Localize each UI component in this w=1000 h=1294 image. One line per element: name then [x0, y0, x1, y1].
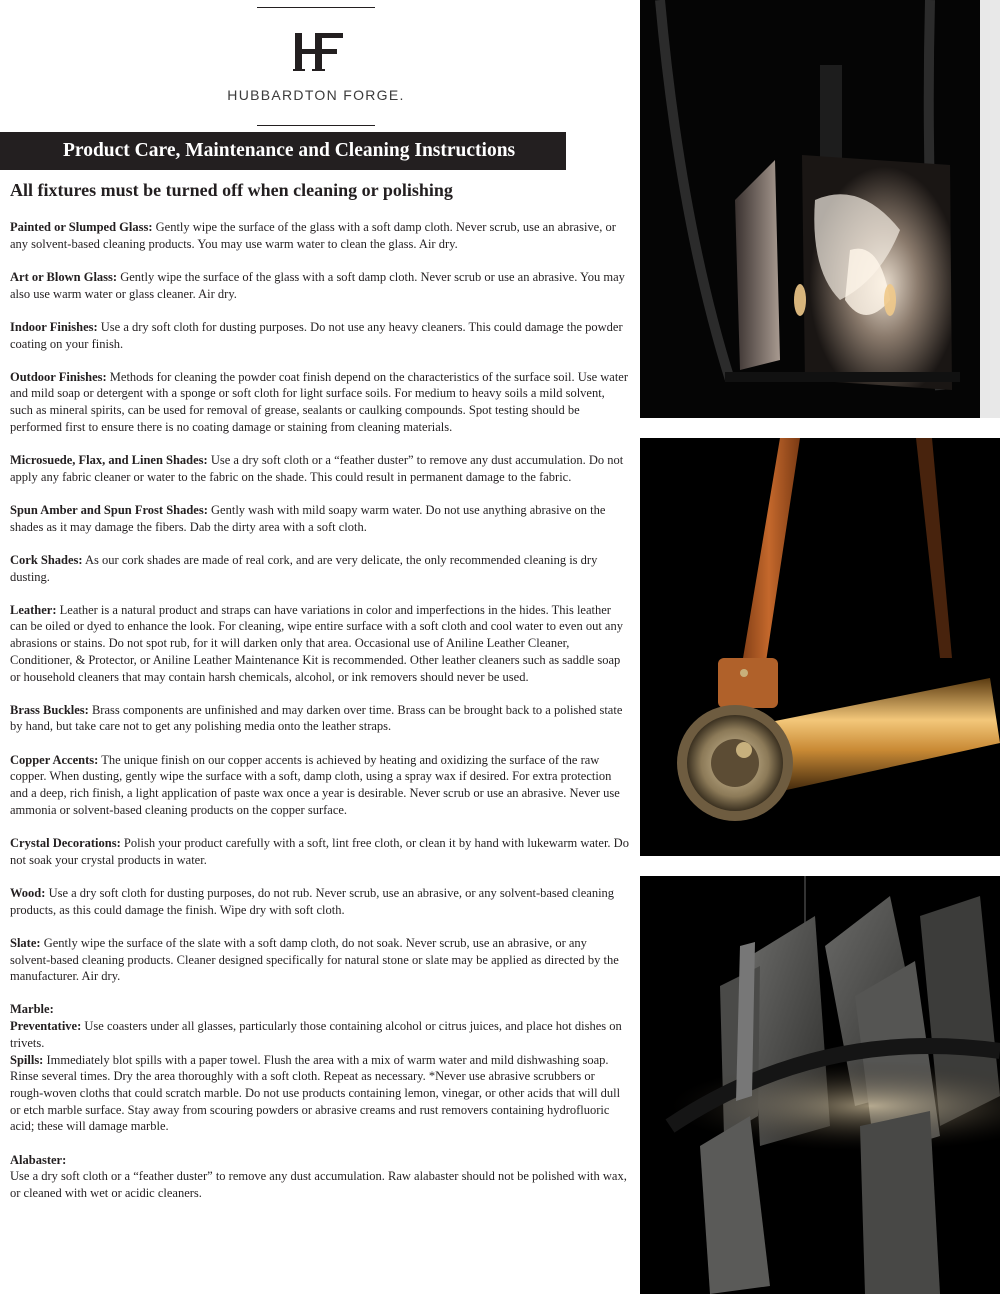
- section-text: The unique finish on our copper accents is achieved by heating and oxidizing the surface of the raw copper. When dusting, gently wipe the surface with a soft, damp cloth, using a spray wax if desired. For extra protection and a deep, rich finish, a light application of paste wax once a year is desirable. Never scrub or use an abrasive. Never use ammonia or solvent-based cleaning products on the copper surface.: [10, 752, 620, 817]
- section-leather: [10, 602, 630, 686]
- section-heading: Painted or Slumped Glass:: [10, 220, 153, 234]
- section-heading: Outdoor Finishes:: [10, 369, 107, 384]
- subsection-text: Use coasters under all glasses, particularly those containing alcohol or citrus juices, and place hot dishes on trivets.: [10, 1019, 622, 1050]
- section-text: Gently wipe the surface of the glass with a soft damp cloth. Never scrub or use an abrasive. You may also use warm water or glass cleaner. Air dry.: [10, 269, 625, 301]
- section-text: Methods for cleaning the powder coat finish depend on the characteristics of the surface soil. Use water and mild soap or detergent with a sponge or soft cloth for light surface soils. For medium to heavy soils a mild solvent, such as mineral spirits, can be used for removal of grease, sealants or caulking compounds. Spot testing should be performed first to ensure there is no coating damage or staining from cleaning materials.: [10, 369, 629, 434]
- section-outdoor-finishes: [10, 369, 630, 436]
- logo-top-rule: [257, 7, 375, 8]
- title-banner: Product Care, Maintenance and Cleaning Instructions: [0, 132, 566, 170]
- section-heading: Alabaster:: [10, 1152, 67, 1167]
- section-heading: Leather:: [10, 602, 57, 617]
- section-indoor-finishes: [10, 319, 630, 352]
- hf-monogram-icon: [293, 31, 345, 73]
- section-text: Gently wipe the surface of the glass with a soft damp cloth. Never scrub, use an abrasive, or any solvent-based cleaning products. You may use warm water to clean the glass. Air dry.: [10, 220, 616, 251]
- section-text: Leather is a natural product and straps can have variations in color and imperfections in the hides. This leather can be oiled or dyed to enhance the look. For cleaning, wipe entire surface with a soft cloth and cool water to even out any abrasions or stains. Do not spot rub, for it will darken only that area. Occasional use of Aniline Leather Cleaner, Conditioner, & Protector, or Aniline Leather Maintenance Kit is recommended. Other leather cleaners such as saddle soap or household cleaners that may contain harsh chemicals, alcohol, or ink removers should never be used.: [10, 602, 623, 684]
- section-heading: Wood:: [10, 885, 46, 900]
- section-text: Polish your product carefully with a soft, lint free cloth, or clean it by hand with lukewarm water. Do not soak your crystal products in water.: [10, 835, 629, 867]
- section-copper-accents: [10, 752, 630, 819]
- section-heading: Cork Shades:: [10, 552, 83, 567]
- section-text: Use a dry soft cloth for dusting purposes. Do not use any heavy cleaners. This could damage the powder coating on your finish.: [10, 319, 623, 351]
- alabaster-heading: [10, 1152, 630, 1169]
- marble-spills: [10, 1052, 630, 1136]
- section-heading: Marble:: [10, 1002, 54, 1017]
- glass-pendant-photo: [640, 0, 1000, 418]
- alabaster-text: Use a dry soft cloth or a “feather duster” to remove any dust accumulation. Raw alabaster should not be polished with wax, or cleaned with wet or acidic cleaners.: [10, 1169, 627, 1200]
- section-heading: Indoor Finishes:: [10, 319, 98, 334]
- section-wood: [10, 885, 630, 918]
- slate-chandelier-photo: [640, 876, 1000, 1294]
- section-heading: Copper Accents:: [10, 752, 99, 767]
- section-heading: Crystal Decorations:: [10, 835, 121, 850]
- section-fabric-shades: [10, 452, 630, 485]
- warning-heading: All fixtures must be turned off when cleaning or polishing: [10, 180, 453, 200]
- section-heading: Brass Buckles:: [10, 702, 89, 717]
- section-text: Use a dry soft cloth or a “feather duster” to remove any dust accumulation. Do not apply any fabric cleaner or water to the fabric on the shade. This could result in permanent damage to the fabric.: [10, 453, 624, 484]
- section-heading: Art or Blown Glass:: [10, 269, 118, 284]
- instructions-body: [10, 219, 630, 1218]
- section-spun-shades: [10, 502, 630, 535]
- section-text: Brass components are unfinished and may darken over time. Brass can be brought back to a polished state by hand, but take care not to get any polishing media onto the leather straps.: [10, 702, 623, 734]
- section-brass-buckles: [10, 702, 630, 735]
- section-heading: Spun Amber and Spun Frost Shades:: [10, 502, 208, 517]
- logo-bottom-rule: [257, 125, 375, 126]
- leather-strap-pendant-photo: [640, 438, 1000, 856]
- section-text: Gently wash with mild soapy warm water. Do not use anything abrasive on the shades as it may damage the fibers. Dab the dirty area with a soft cloth.: [10, 502, 606, 534]
- marble-heading: [10, 1001, 630, 1018]
- section-cork-shades: [10, 552, 630, 585]
- section-crystal: [10, 835, 630, 868]
- subsection-heading: Preventative:: [10, 1019, 82, 1034]
- section-art-glass: [10, 269, 630, 302]
- section-heading: Microsuede, Flax, and Linen Shades:: [10, 453, 208, 468]
- subsection-text: Immediately blot spills with a paper towel. Flush the area with a mix of warm water and mild dishwashing soap. Rinse several times. Dry the area thoroughly with a soft cloth. Repeat as necessary. *Never use abrasive scrubbers or rough-woven cloths that could scratch marble. Do not use products containing lemon, vinegar, or other acids that will dull or etch marble surface. Stay away from scouring powders or abrasive creams and rust removers containing hydrofluoric acid; these will damage marble.: [10, 1052, 621, 1134]
- section-slate: [10, 935, 630, 985]
- marble-preventative: [10, 1018, 630, 1051]
- section-painted-glass: [10, 219, 630, 252]
- brand-name: HUBBARDTON FORGE.: [227, 87, 405, 103]
- section-text: Use a dry soft cloth for dusting purposes, do not rub. Never scrub, use an abrasive, or any solvent-based cleaning products, as this could damage the finish. Wipe dry with soft cloth.: [10, 885, 615, 917]
- brand-logo: [200, 0, 432, 130]
- section-heading: Slate:: [10, 935, 41, 950]
- subsection-heading: Spills:: [10, 1052, 44, 1067]
- section-text: As our cork shades are made of real cork, and are very delicate, the only recommended cleaning is dry dusting.: [10, 552, 598, 584]
- section-text: Gently wipe the surface of the slate with a soft damp cloth, do not soak. Never scrub, use an abrasive, or any solvent-based cleaning products. Cleaner designed specifically for natural stone or slate may be applied as directed by the manufacturer. Air dry.: [10, 935, 619, 984]
